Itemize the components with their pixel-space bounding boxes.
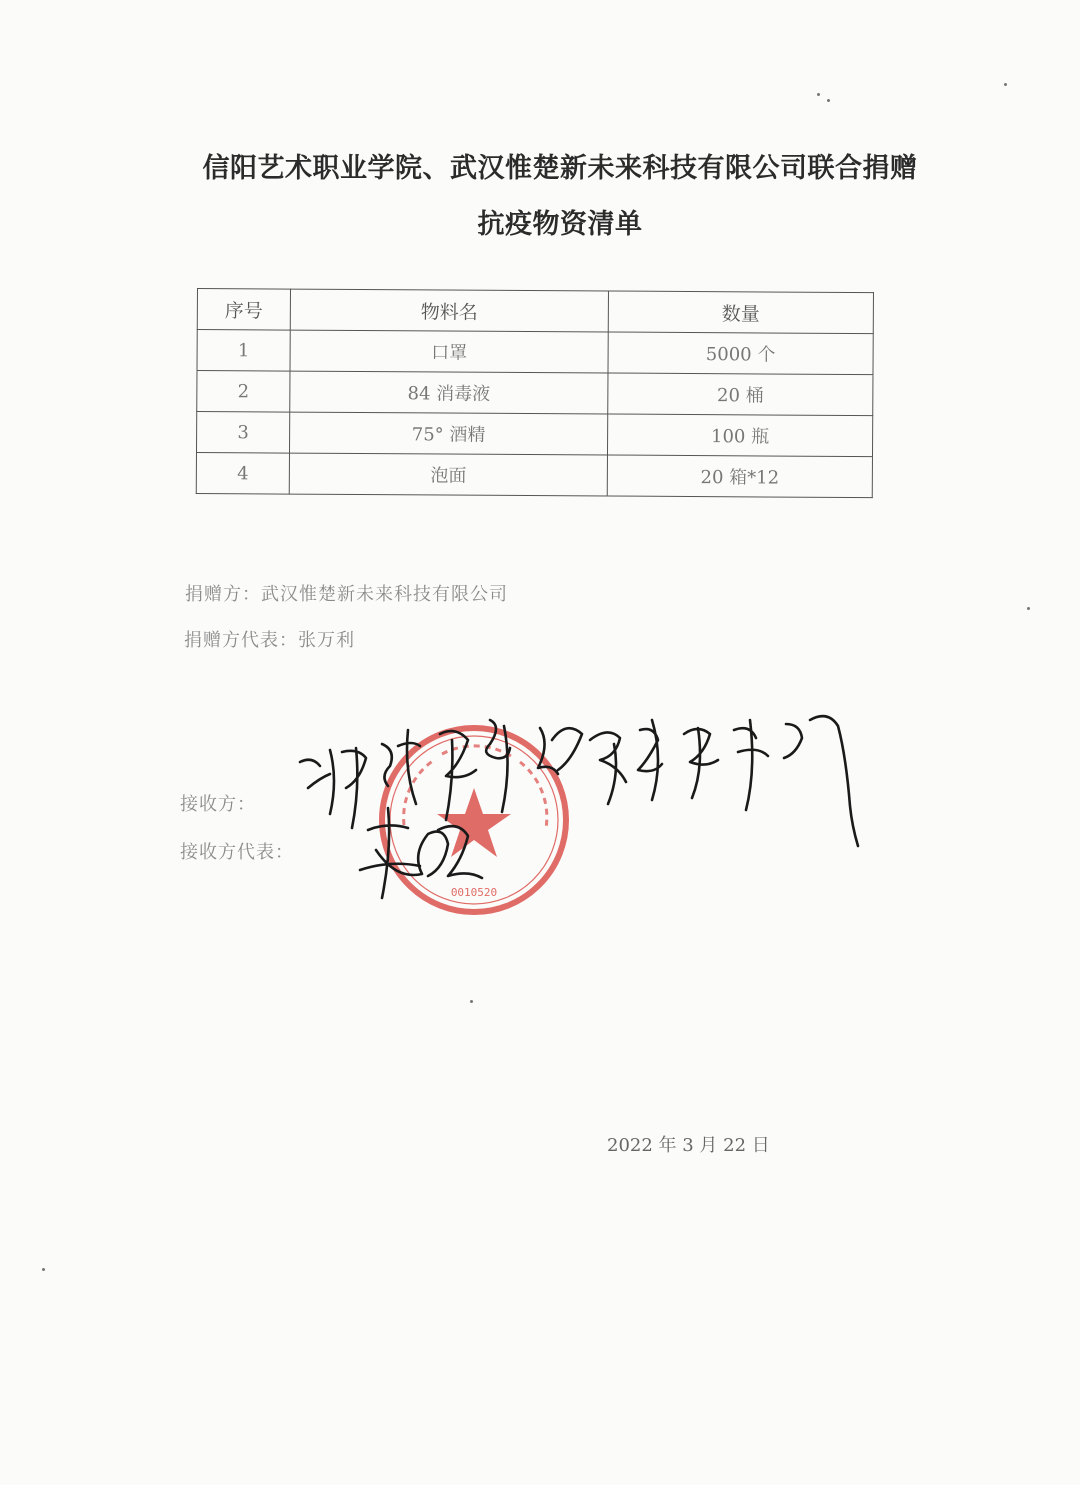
donor-value: 武汉惟楚新未来科技有限公司	[261, 584, 508, 605]
materials-table	[196, 288, 874, 498]
scan-speck	[827, 99, 830, 102]
row-item-name: 84 消毒液	[290, 371, 608, 414]
row-quantity: 20 桶	[608, 373, 873, 416]
row-index: 4	[196, 453, 289, 495]
table-row	[197, 371, 873, 416]
table-row	[196, 412, 872, 457]
row-index: 2	[197, 371, 290, 413]
scan-speck	[1004, 83, 1007, 86]
scan-speck	[1027, 607, 1030, 610]
row-item-name: 泡面	[289, 453, 607, 496]
materials-table-wrapper	[196, 288, 873, 498]
scan-speck	[42, 1268, 45, 1271]
row-quantity: 100 瓶	[607, 414, 872, 457]
recipient-label: 接收方：	[180, 794, 256, 815]
donor-label: 捐赠方：	[185, 584, 261, 605]
row-quantity: 5000 个	[608, 332, 873, 375]
document-title-line2: 抗疫物资清单	[477, 209, 643, 240]
table-row	[197, 330, 873, 375]
header-item-name: 物料名	[290, 289, 608, 332]
document-date: 2022 年 3 月 22 日	[607, 1135, 770, 1156]
row-item-name: 75° 酒精	[289, 412, 607, 455]
table-header-row	[197, 289, 873, 334]
donor-rep-line	[184, 626, 355, 652]
header-index: 序号	[197, 289, 290, 331]
donor-line	[185, 580, 508, 606]
donor-rep-value: 张万利	[298, 630, 355, 651]
document-title-line1: 信阳艺术职业学院、武汉惟楚新未来科技有限公司联合捐赠	[202, 153, 918, 184]
handwritten-signature	[290, 690, 910, 950]
row-item-name: 口罩	[290, 330, 608, 373]
scan-speck	[470, 1000, 473, 1003]
seal-number: 0010520	[450, 886, 498, 899]
scan-speck	[817, 93, 820, 96]
donor-rep-label: 捐赠方代表：	[184, 630, 298, 651]
row-quantity: 20 箱*12	[607, 455, 872, 498]
table-row	[196, 453, 872, 498]
row-index: 1	[197, 330, 290, 372]
header-quantity: 数量	[608, 291, 873, 334]
recipient-rep-label: 接收方代表：	[180, 842, 294, 863]
row-index: 3	[196, 412, 289, 454]
